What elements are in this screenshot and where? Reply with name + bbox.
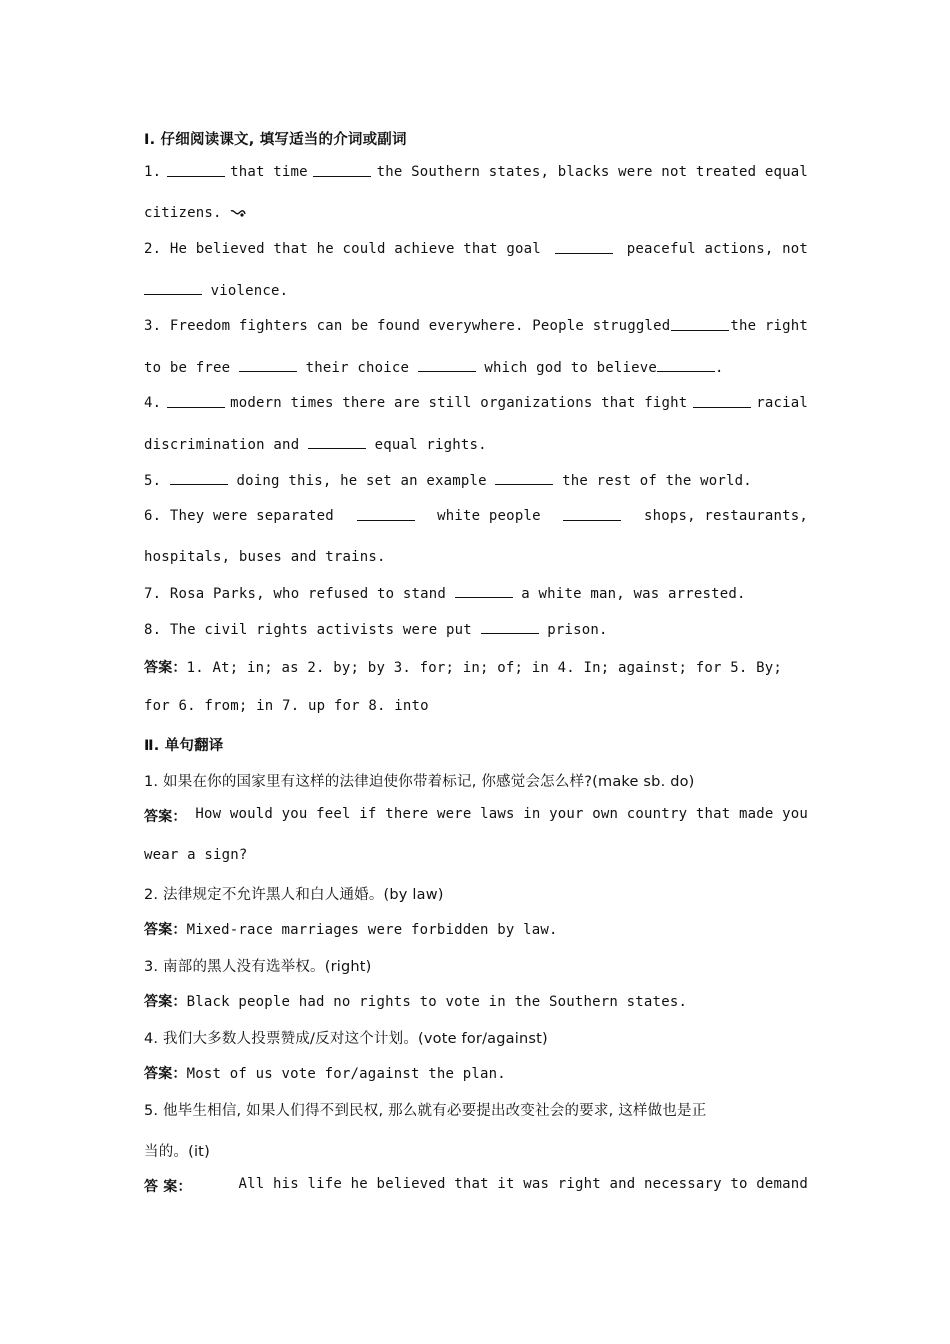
translation-answer-5: 答 案： All his life he believed that it was right and necessary to demand <box>144 1176 808 1195</box>
question-4-line1: 4. modern times there are still organizations that fight racial <box>144 395 808 411</box>
translation-answer-3: 答案：Black people had no rights to vote in the Southern states. <box>144 994 688 1010</box>
answer-blank[interactable] <box>563 508 621 521</box>
answer-blank[interactable] <box>481 621 539 634</box>
question-1-line1: 1. that time the Southern states, blacks were not treated equal <box>144 164 808 180</box>
translation-question-5: 5. 他毕生相信, 如果人们得不到民权, 那么就有必要提出改变社会的要求, 这样做也是正 <box>144 1103 707 1119</box>
question-5: 5. doing this, he set an example the rest of the world. <box>144 473 752 489</box>
answer-blank[interactable] <box>657 359 715 372</box>
question-3-line1: 3. Freedom fighters can be found everywhere. People struggled the right <box>144 318 808 334</box>
question-1-line2: citizens. <box>144 205 808 221</box>
translation-question-3: 3. 南部的黑人没有选举权。(right) <box>144 959 372 975</box>
question-6-line1: 6. They were separated white people shops, restaurants, <box>144 508 808 524</box>
question-2-line1: 2. He believed that he could achieve that goal peaceful actions, not <box>144 241 808 257</box>
answer-blank[interactable] <box>313 164 371 177</box>
question-8: 8. The civil rights activists were put prison. <box>144 622 608 638</box>
answer-blank[interactable] <box>495 472 553 485</box>
question-6-line2: hospitals, buses and trains. <box>144 549 386 565</box>
answer-blank[interactable] <box>144 282 202 295</box>
answer-blank[interactable] <box>239 359 297 372</box>
answer-label: 答案： <box>144 660 187 676</box>
answer-blank[interactable] <box>671 318 729 331</box>
answer-blank[interactable] <box>357 508 415 521</box>
translation-answer-1-cont: wear a sign? <box>144 847 248 863</box>
answer-blank[interactable] <box>455 585 513 598</box>
translation-answer-2: 答案：Mixed-race marriages were forbidden by law. <box>144 922 558 938</box>
section1-heading: Ⅰ. 仔细阅读课文, 填写适当的介词或副词 <box>144 132 407 148</box>
translation-answer-4: 答案：Most of us vote for/against the plan. <box>144 1066 506 1082</box>
translation-question-1: 1. 如果在你的国家里有这样的法律迫使你带着标记, 你感觉会怎么样?(make sb. do) <box>144 774 695 790</box>
question-4-line2: discrimination and equal rights. <box>144 437 487 453</box>
answer-blank[interactable] <box>555 241 613 254</box>
translation-answer-1: 答案： How would you feel if there were laws in your own country that made you <box>144 806 808 825</box>
question-2-line2: violence. <box>144 282 808 299</box>
answer-blank[interactable] <box>170 472 228 485</box>
section1-answer-line1: 答案：1. At; in; as 2. by; by 3. for; in; of; in 4. In; against; for 5. By; <box>144 660 782 676</box>
answer-blank[interactable] <box>167 395 225 408</box>
answer-blank[interactable] <box>167 164 225 177</box>
translation-question-2: 2. 法律规定不允许黑人和白人通婚。(by law) <box>144 887 444 903</box>
scribble-mark-icon <box>230 208 246 218</box>
answer-blank[interactable] <box>308 436 366 449</box>
answer-blank[interactable] <box>418 359 476 372</box>
section1-answer-line2: for 6. from; in 7. up for 8. into <box>144 698 429 714</box>
translation-question-4: 4. 我们大多数人投票赞成/反对这个计划。(vote for/against) <box>144 1031 548 1047</box>
answer-blank[interactable] <box>693 395 751 408</box>
question-3-line2: to be free their choice which god to believe . <box>144 360 724 376</box>
section2-heading: Ⅱ. 单句翻译 <box>144 738 224 754</box>
translation-question-5-cont: 当的。(it) <box>144 1144 210 1160</box>
question-7: 7. Rosa Parks, who refused to stand a white man, was arrested. <box>144 586 746 602</box>
